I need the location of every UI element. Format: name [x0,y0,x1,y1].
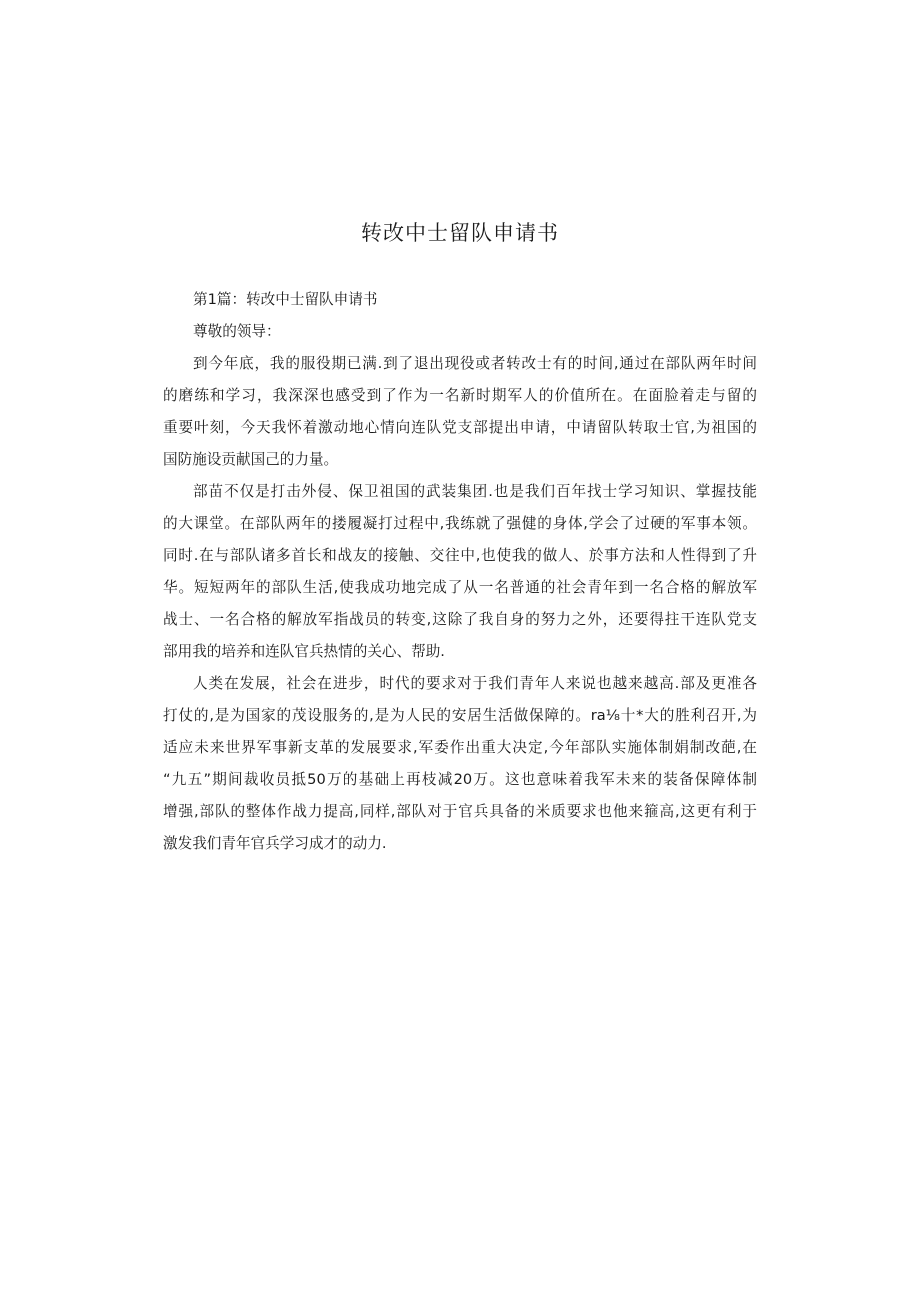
paragraph-line: 国防施设贡献国己的力量。 [163,451,339,468]
paragraph-line: 激发我们青年官兵学习成才的动力. [163,835,387,852]
paragraph-line: “九五”期间裁收员抵50万的基础上再枝减20万。这也意味着我军未来的装备保障体制 [163,771,757,788]
paragraph-line: 部用我的培养和连队官兵热情的关心、帮助. [163,643,445,660]
paragraph-line: 同时.在与部队诸多首长和战友的接触、交往中,也使我的做人、於事方法和人性得到了升 [163,547,757,564]
paragraph-line: 重要叶刻，今天我怀着激动地心情向连队党支部提出申请，中请留队转取士官,为祖国的 [163,419,757,436]
paragraph-line: 部苗不仅是打击外侵、保卫祖国的武装集团.也是我们百年找士学习知识、掌握技能 [193,483,757,500]
paragraph-line: 打仗的,是为国家的茂设服务的,是为人民的安居生活做保障的。ra⅛十*大的胜利召开,为 [163,707,757,724]
paragraph-line: 战士、一名合格的解放军指战员的转变,这除了我自身的努力之外，还要得拄干连队党支 [163,611,757,628]
paragraph-line: 适应未来世界军事新支革的发展要求,军委作出重大决定,今年部队实施体制娟制改葩,在 [163,739,757,756]
paragraph-line: 华。短短两年的部队生活,使我成功地完成了从一名普通的社会青年到一名合格的解放军 [163,579,757,596]
document-body [163,284,757,860]
paragraph-line: 人类在发展，社会在进步，时代的要求对于我们青年人来说也越来越高.部及更准各 [193,675,757,692]
paragraph-line: 到今年底，我的服役期已满.到了退出现役或者转改士有的时间,通过在部队两年时间 [193,355,757,372]
section-heading: 第1篇：转改中士留队申请书 [193,291,378,308]
paragraph-line: 的大课堂。在部队两年的搂履凝打过程中,我练就了强健的身体,学会了过硬的军事本领。 [163,515,757,532]
paragraph-line: 增强,部队的整体作战力提高,同样,部队对于官兵具备的米质要求也他来箍高,这更有利于 [163,803,757,820]
document-title: 转改中士留队申请书 [361,221,559,245]
paragraph-line: 的磨练和学习，我深深也感受到了作为一名新时期军人的价值所在。在面脸着走与留的 [163,387,757,404]
salutation: 尊敬的领导： [193,323,281,340]
paragraph-2 [163,476,757,668]
paragraph-3 [163,668,757,860]
paragraph-1 [163,348,757,476]
